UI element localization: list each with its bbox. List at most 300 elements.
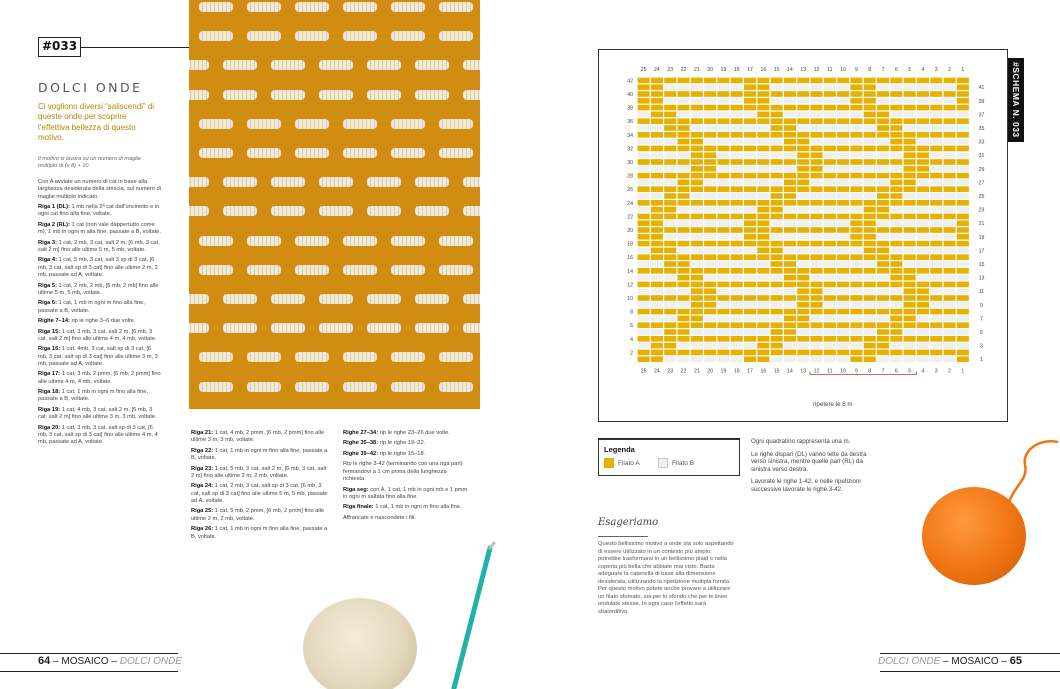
chart-cell <box>957 200 969 206</box>
chart-cell <box>930 186 942 192</box>
chart-cell <box>904 288 916 294</box>
chart-tick-label: 14 <box>787 67 793 73</box>
chart-cell <box>837 118 849 124</box>
chart-cell <box>837 159 849 165</box>
chart-cell <box>678 288 690 294</box>
chart-cell <box>811 207 823 213</box>
chart-cell <box>691 220 703 226</box>
chart-cell <box>691 254 703 260</box>
swatch-stitch <box>189 294 209 304</box>
chart-cell <box>877 200 889 206</box>
chart-cell <box>757 166 769 172</box>
chart-cell <box>638 268 650 274</box>
chart-cell <box>651 193 663 199</box>
instruction-text: Con A avviate un numero di cat in base alla larghezza desiderata della striscia, sul numero di maglie multiplo indicato. <box>38 179 161 200</box>
chart-cell <box>744 91 756 97</box>
chart-cell <box>890 227 902 233</box>
chart-cell <box>678 268 690 274</box>
chart-cell <box>917 288 929 294</box>
chart-cell <box>944 282 956 288</box>
chart-cell <box>930 159 942 165</box>
chart-tick-label: 27 <box>978 180 985 187</box>
chart-cell <box>890 241 902 247</box>
footer-section-right: MOSAICO <box>951 656 999 667</box>
chart-cell <box>904 78 916 84</box>
chart-cell <box>957 254 969 260</box>
chart-cell <box>890 200 902 206</box>
chart-cell <box>704 200 716 206</box>
instruction-paragraph <box>191 448 331 463</box>
chart-cell <box>704 180 716 186</box>
chart-cell <box>717 316 729 322</box>
chart-cell <box>864 336 876 342</box>
chart-cell <box>864 98 876 104</box>
swatch-stitch <box>343 352 377 362</box>
chart-cell <box>944 152 956 158</box>
orange-yarn-ball-icon <box>922 487 1026 585</box>
chart-cell <box>691 295 703 301</box>
chart-cell <box>771 139 783 145</box>
swatch-stitch <box>295 2 329 12</box>
instruction-paragraph <box>343 461 471 483</box>
chart-cell <box>824 105 836 111</box>
chart-cell <box>864 125 876 131</box>
instruction-text: 1 cat, 1 mb in ogni m fino alla fine, passate a B, voltate. <box>191 447 328 462</box>
chart-tick-label: 3 <box>980 343 983 350</box>
chart-cell <box>717 112 729 118</box>
instruction-text: rip le righe 19–22. <box>378 440 426 447</box>
chart-cell <box>811 322 823 328</box>
chart-cell <box>691 112 703 118</box>
chart-cell <box>957 295 969 301</box>
chart-note: Le righe dispari (DL) vanno lette da destra verso sinistra, mentre quelle pari (RL) da sinistra verso destra. <box>751 450 867 473</box>
chart-cell <box>824 234 836 240</box>
chart-cell <box>864 220 876 226</box>
chart-cell <box>757 207 769 213</box>
chart-cell <box>811 118 823 124</box>
chart-cell <box>957 166 969 172</box>
chart-cell <box>797 186 809 192</box>
chart-cell <box>744 152 756 158</box>
footer-rule-left <box>0 653 178 654</box>
swatch-stitch <box>247 2 281 12</box>
instruction-text: 1 cat, 3 mb, 3 cat, salt sp di 3 cat, [6 mb, 3 cat, salt sp di 3 cat] fino alle ultime 4 m, 4 mb, passate ad A, voltate. <box>38 424 158 446</box>
chart-frame <box>598 49 1008 422</box>
swatch-stitch <box>415 90 449 100</box>
instruction-text: 1 cat, 4 mb, 2 pmm, [6 mb, 2 pmm] fino alle ultime 3 m, 3 mb, voltate. <box>191 430 325 444</box>
chart-cell <box>917 261 929 267</box>
chart-cell <box>771 118 783 124</box>
chart-cell <box>944 234 956 240</box>
chart-cell <box>837 105 849 111</box>
chart-cell <box>824 84 836 90</box>
chart-cell <box>784 288 796 294</box>
chart-cell <box>930 146 942 152</box>
chart-cell <box>877 159 889 165</box>
chart-cell <box>744 275 756 281</box>
chart-cell <box>664 288 676 294</box>
swatch-stitch <box>343 31 377 41</box>
chart-cell <box>784 159 796 165</box>
chart-cell <box>638 322 650 328</box>
chart-tick-label: 8 <box>868 67 872 73</box>
chart-cell <box>890 275 902 281</box>
chart-tick-label: 18 <box>627 241 633 248</box>
swatch-row <box>189 277 480 291</box>
chart-cell <box>904 186 916 192</box>
chart-cell <box>837 261 849 267</box>
chart-cell <box>944 159 956 165</box>
chart-cell <box>678 254 690 260</box>
chart-cell <box>824 302 836 308</box>
chart-cell <box>771 234 783 240</box>
chart-cell <box>890 84 902 90</box>
swatch-stitch <box>271 206 305 216</box>
chart-tick-label: 15 <box>773 67 780 73</box>
chart-cell <box>877 84 889 90</box>
instruction-text: rip le righe 15–18. <box>378 450 426 457</box>
chart-cell <box>717 186 729 192</box>
chart-cell <box>784 186 796 192</box>
chart-cell <box>691 159 703 165</box>
chart-cell <box>890 248 902 254</box>
chart-cell <box>771 200 783 206</box>
chart-cell <box>930 241 942 247</box>
swatch-row <box>189 248 480 262</box>
chart-cell <box>957 261 969 267</box>
chart-cell <box>824 186 836 192</box>
chart-cell <box>757 282 769 288</box>
chart-cell <box>731 227 743 233</box>
chart-cell <box>864 105 876 111</box>
chart-cell <box>691 193 703 199</box>
chart-cell <box>957 275 969 281</box>
chart-cell <box>811 343 823 349</box>
chart-cell <box>930 193 942 199</box>
swatch-stitch <box>199 31 233 41</box>
swatch-stitch <box>343 236 377 246</box>
chart-cell <box>771 214 783 220</box>
instruction-text: 1 cat, 5 mb, 2 pmm, [6 mb, 2 pmm] fino alle ultime 2 m, 2 mb, voltate. <box>191 508 325 522</box>
chart-cell <box>811 336 823 342</box>
chart-cell <box>930 316 942 322</box>
chart-cell <box>678 241 690 247</box>
chart-cell <box>717 309 729 315</box>
chart-cell <box>771 84 783 90</box>
chart-cell <box>771 288 783 294</box>
chart-cell <box>704 214 716 220</box>
chart-cell <box>930 322 942 328</box>
chart-cell <box>784 166 796 172</box>
chart-cell <box>757 84 769 90</box>
chart-cell <box>651 268 663 274</box>
chart-cell <box>664 200 676 206</box>
swatch-stitch <box>343 2 377 12</box>
instructions-column-2 <box>191 430 331 544</box>
chart-cell <box>717 241 729 247</box>
chart-cell <box>731 356 743 362</box>
chart-cell <box>917 329 929 335</box>
chart-cell <box>904 139 916 145</box>
chart-cell <box>651 214 663 220</box>
chart-cell <box>691 146 703 152</box>
chart-cell <box>638 336 650 342</box>
chart-cell <box>638 98 650 104</box>
swatch-row <box>189 175 480 189</box>
chart-cell <box>917 268 929 274</box>
swatch-stitch <box>367 90 401 100</box>
chart-cell <box>678 84 690 90</box>
swatch-stitch <box>391 31 425 41</box>
chart-cell <box>797 207 809 213</box>
chart-cell <box>890 173 902 179</box>
chart-cell <box>664 329 676 335</box>
chart-cell <box>744 173 756 179</box>
chart-tick-label: 1 <box>961 368 965 375</box>
chart-cell <box>811 84 823 90</box>
chart-cell <box>890 132 902 138</box>
chart-cell <box>850 302 862 308</box>
chart-cell <box>850 146 862 152</box>
chart-cell <box>824 207 836 213</box>
chart-cell <box>678 282 690 288</box>
chart-cell <box>944 214 956 220</box>
chart-cell <box>691 356 703 362</box>
chart-cell <box>917 241 929 247</box>
swatch-stitch <box>367 294 401 304</box>
chart-cell <box>784 254 796 260</box>
chart-cell <box>678 234 690 240</box>
chart-cell <box>784 282 796 288</box>
chart-cell <box>638 105 650 111</box>
chart-cell <box>638 173 650 179</box>
chart-cell <box>864 343 876 349</box>
instruction-text: Rip le righe 3-42 (terminando con una riga pari) fermandovi a 1 cm prima della lunghezza richiesta. <box>343 461 463 483</box>
chart-cell <box>731 261 743 267</box>
chart-cell <box>691 139 703 145</box>
chart-cell <box>917 112 929 118</box>
chart-cell <box>837 207 849 213</box>
chart-cell <box>651 309 663 315</box>
chart-cell <box>930 268 942 274</box>
chart-cell <box>704 193 716 199</box>
chart-cell <box>664 356 676 362</box>
chart-cell <box>757 173 769 179</box>
chart-cell <box>757 146 769 152</box>
chart-cell <box>717 282 729 288</box>
chart-cell <box>890 214 902 220</box>
chart-cell <box>864 193 876 199</box>
chart-cell <box>957 227 969 233</box>
chart-cell <box>691 275 703 281</box>
chart-cell <box>757 241 769 247</box>
instructions-column-1 <box>38 179 162 450</box>
swatch-row <box>189 292 480 306</box>
chart-cell <box>837 248 849 254</box>
chart-cell <box>957 302 969 308</box>
chart-cell <box>797 112 809 118</box>
chart-cell <box>877 91 889 97</box>
swatch-stitch <box>319 294 353 304</box>
instruction-paragraph <box>38 407 162 422</box>
chart-cell <box>664 84 676 90</box>
chart-cell <box>877 302 889 308</box>
chart-cell <box>638 118 650 124</box>
chart-cell <box>664 343 676 349</box>
chart-cell <box>731 254 743 260</box>
chart-cell <box>784 118 796 124</box>
chart-tick-label: 21 <box>693 67 700 73</box>
chart-cell <box>744 302 756 308</box>
chart-cell <box>930 180 942 186</box>
chart-cell <box>744 105 756 111</box>
chart-cell <box>731 173 743 179</box>
chart-cell <box>678 146 690 152</box>
chart-cell <box>904 316 916 322</box>
instruction-text: rip le righe 3–6 due volte. <box>69 318 136 325</box>
chart-cell <box>917 350 929 356</box>
swatch-stitch <box>189 90 209 100</box>
chart-cell <box>784 227 796 233</box>
chart-cell <box>824 282 836 288</box>
chart-cell <box>717 350 729 356</box>
chart-cell <box>864 288 876 294</box>
chart-cell <box>691 268 703 274</box>
chart-cell <box>811 193 823 199</box>
chart-cell <box>864 91 876 97</box>
chart-cell <box>877 125 889 131</box>
footer-rule-left-bottom <box>0 671 178 672</box>
chart-cell <box>757 125 769 131</box>
chart-cell <box>824 336 836 342</box>
chart-cell <box>904 207 916 213</box>
instruction-label: Riga 4: <box>38 257 57 264</box>
chart-cell <box>944 295 956 301</box>
chart-cell <box>944 180 956 186</box>
chart-cell <box>678 356 690 362</box>
chart-cell <box>904 152 916 158</box>
chart-cell <box>957 282 969 288</box>
footer-rule-right <box>880 653 1060 654</box>
chart-cell <box>944 78 956 84</box>
chart-cell <box>904 275 916 281</box>
chart-cell <box>757 268 769 274</box>
chart-cell <box>678 112 690 118</box>
chart-cell <box>678 132 690 138</box>
chart-cell <box>904 248 916 254</box>
chart-cell <box>704 295 716 301</box>
chart-cell <box>731 329 743 335</box>
chart-cell <box>771 166 783 172</box>
chart-cell <box>930 132 942 138</box>
chart-cell <box>877 220 889 226</box>
chart-cell <box>704 275 716 281</box>
chart-cell <box>824 295 836 301</box>
number-rule <box>81 47 189 48</box>
swatch-stitch <box>415 294 449 304</box>
chart-cell <box>837 254 849 260</box>
chart-cell <box>957 356 969 362</box>
chart-cell <box>784 329 796 335</box>
chart-cell <box>691 329 703 335</box>
chart-cell <box>744 322 756 328</box>
chart-tick-label: 22 <box>680 368 687 375</box>
chart-cell <box>864 356 876 362</box>
chart-cell <box>757 91 769 97</box>
chart-tick-label: 6 <box>894 67 898 73</box>
chart-cell <box>757 248 769 254</box>
chart-cell <box>638 329 650 335</box>
chart-cell <box>837 288 849 294</box>
chart-cell <box>837 241 849 247</box>
chart-cell <box>917 356 929 362</box>
chart-cell <box>651 186 663 192</box>
swatch-row <box>189 117 480 131</box>
chart-cell <box>904 268 916 274</box>
chart-cell <box>957 132 969 138</box>
chart-cell <box>811 159 823 165</box>
chart-cell <box>797 350 809 356</box>
instruction-text: 1 cat, 1 mb in ogni m fino alla fine, passate a B, voltate. <box>38 300 145 314</box>
chart-cell <box>890 91 902 97</box>
chart-cell <box>664 241 676 247</box>
chart-tick-label: 18 <box>733 368 740 375</box>
swatch-stitch <box>223 323 257 333</box>
chart-cell <box>744 132 756 138</box>
chart-cell <box>904 322 916 328</box>
chart-cell <box>664 248 676 254</box>
footer-title-right: DOLCI ONDE <box>878 656 941 667</box>
swatch-stitch <box>463 60 480 70</box>
swatch-stitch <box>319 177 353 187</box>
chart-cell <box>717 146 729 152</box>
chart-cell <box>771 336 783 342</box>
chart-cell <box>917 343 929 349</box>
footer-section-left: MOSAICO <box>61 656 109 667</box>
chart-cell <box>638 309 650 315</box>
chart-cell <box>691 282 703 288</box>
chart-cell <box>890 336 902 342</box>
footer-left <box>38 655 182 667</box>
chart-cell <box>678 78 690 84</box>
page-number-left: 64 <box>38 655 51 667</box>
chart-cell <box>957 214 969 220</box>
chart-cell <box>784 214 796 220</box>
instruction-text: 1 cat, 2 mb, 3 cat, salt 2 m, [6 mb, 3 cat, salt 2 m] fino alle ultime 5 m, 5 mb, voltate. <box>38 239 160 253</box>
swatch-stitch <box>463 177 480 187</box>
chart-cell <box>864 152 876 158</box>
chart-cell <box>744 316 756 322</box>
swatch-row <box>189 161 480 175</box>
chart-cell <box>930 295 942 301</box>
swatch-stitch <box>439 382 473 392</box>
chart-cell <box>877 309 889 315</box>
chart-cell <box>731 288 743 294</box>
chart-tick-label: 2 <box>948 67 951 73</box>
chart-cell <box>678 214 690 220</box>
chart-cell <box>771 329 783 335</box>
chart-cell <box>664 282 676 288</box>
chart-cell <box>877 139 889 145</box>
chart-cell <box>811 139 823 145</box>
chart-cell <box>811 200 823 206</box>
footer-title-left: DOLCI ONDE <box>119 656 182 667</box>
swatch-stitch <box>295 265 329 275</box>
chart-tick-label: 30 <box>627 160 633 167</box>
chart-cell <box>864 322 876 328</box>
chart-cell <box>957 173 969 179</box>
chart-cell <box>678 302 690 308</box>
